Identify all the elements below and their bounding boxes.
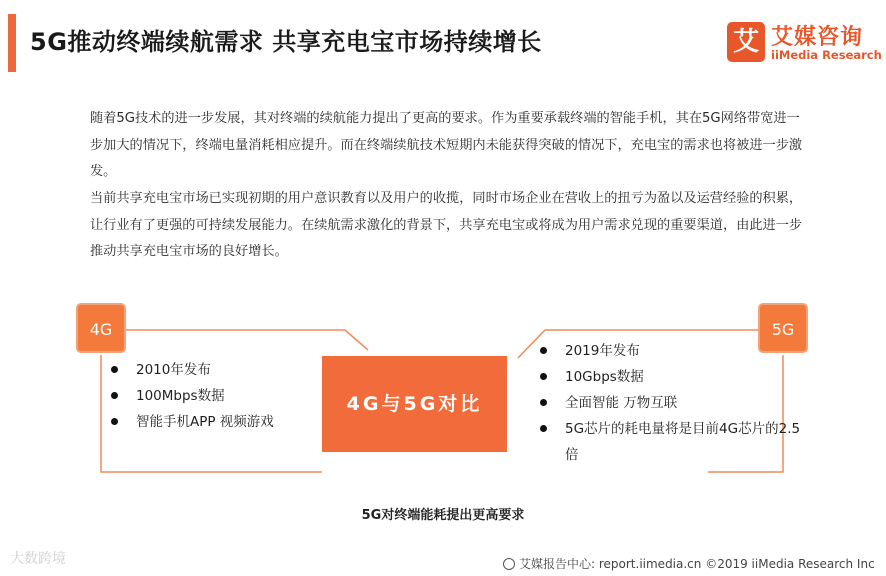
bullet-icon bbox=[540, 399, 547, 406]
list-item: 全面智能 万物互联 bbox=[540, 390, 805, 416]
footer bbox=[503, 555, 875, 572]
logo-mark-icon: 艾 bbox=[727, 22, 765, 62]
logo-cn-text: 艾媒咨询 bbox=[771, 25, 864, 50]
bullet-icon bbox=[111, 418, 118, 425]
intro-paragraph-1: 随着5G技术的进一步发展，其对终端的续航能力提出了更高的要求。作为重要承载终端的智能手机，其在5G网络带宽进一步加大的情况下，终端电量消耗相应提升。而在终端续航技术短期内未能获得突破的情况下，充电宝的需求也将被进一步激发。 bbox=[90, 111, 803, 179]
5g-feature-list bbox=[540, 338, 805, 468]
bullet-icon bbox=[540, 347, 547, 354]
list-item: 5G芯片的耗电量将是目前4G芯片的2.5倍 bbox=[540, 416, 805, 468]
bullet-icon bbox=[111, 392, 118, 399]
bullet-icon bbox=[111, 366, 118, 373]
tag-5g: 5G bbox=[758, 303, 808, 353]
tag-4g: 4G bbox=[76, 303, 126, 353]
bullet-icon bbox=[540, 425, 547, 432]
list-item: 100Mbps数据 bbox=[111, 383, 274, 409]
logo-en-text: iiMedia Research bbox=[771, 48, 882, 62]
footer-text: 艾媒报告中心: report.iimedia.cn ©2019 iiMedia Research Inc bbox=[519, 557, 875, 571]
intro-paragraph-2: 当前共享充电宝市场已实现初期的用户意识教育以及用户的收揽，同时市场企业在营收上的扭亏为盈以及运营经验的积累，让行业有了更强的可持续发展能力。在续航需求激化的背景下，共享充电宝或将成为用户需求兑现的重要渠道，由此进一步推动共享充电宝市场的良好增长。 bbox=[90, 191, 803, 259]
4g-feature-list bbox=[111, 357, 274, 435]
diagram-caption: 5G对终端能耗提出更高要求 bbox=[361, 508, 525, 523]
comparison-center-box: 4G与5G对比 bbox=[322, 356, 507, 452]
list-item: 10Gbps数据 bbox=[540, 364, 805, 390]
watermark: 大数跨境 bbox=[10, 551, 66, 567]
globe-icon bbox=[503, 558, 515, 570]
page-title: 5G推动终端续航需求 共享充电宝市场持续增长 bbox=[30, 28, 542, 56]
list-item: 智能手机APP 视频游戏 bbox=[111, 409, 274, 435]
bullet-icon bbox=[540, 373, 547, 380]
list-item: 2010年发布 bbox=[111, 357, 274, 383]
list-item: 2019年发布 bbox=[540, 338, 805, 364]
